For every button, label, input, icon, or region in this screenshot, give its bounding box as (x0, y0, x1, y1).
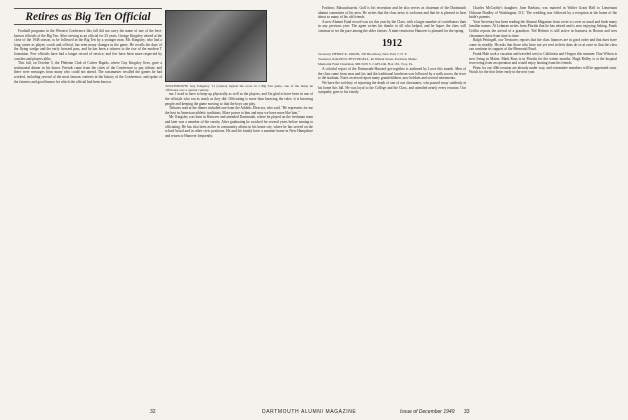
body-paragraph: We have the sad duty of reporting the death of one of our classmates, who passed away suddenly at his home this fall. He was loyal to the College and the Class, and attended nearly every reunion. Our sympathy goes to his family. (318, 80, 466, 95)
body-paragraph: Your Secretary has been reading the Alumni Magazine from cover to cover as usual and finds many familiar names. Al Lehman writes from Florida that he has retired and is now enjoying fishing. Frank Griffin reports the arrival of a grandson. Ted Holmes is still active in business in Boston and sees classmates there from time to time. (469, 19, 617, 38)
body-paragraph: me. I used to have to keep up physically as well as the players, and I'm glad to have been in one of the officials who ran as much as they did. Officiating is more than knowing the rules; it is knowing people and keeping the game moving so that the boys can play. (165, 92, 313, 106)
page-number-right: 33 (464, 409, 470, 415)
body-paragraph: Ralph Pettingell, our Treasurer, reports that the class finances are in good order and that dues have come in steadily. He asks that those who have not yet sent in their dues do so at once so that the class can continue its support of the Memorial Fund. (469, 38, 617, 52)
body-paragraph: Foxboro, Massachusetts. Golf is his recreation and he also serves as chairman of the Dartmouth alumni committee of his area. He writes that the class news is welcome and that he is pleased to hear about so many of his old friends. (318, 6, 466, 20)
article-headline: Retires as Big Ten Official (14, 8, 162, 25)
body-paragraph: Frank Hale took a vacation and traveled west to California and Oregon this summer. Don Wilson is now living in Maine. Mark Ross is in Florida for the winter months. Hugh Ridley is at the hospital recovering from an operation and would enjoy hearing from his friends. (469, 51, 617, 66)
body-paragraph: A colorful report of the Dartmouth-Harvard get-together is authored by Lowe this month. Men of the class came from near and far, and the traditional luncheon was followed by a walk across the river to the stadium. Notes received report many grandchildren, new hobbies and several retirements. (318, 67, 466, 81)
body-paragraph: Mr. Kingsley was born in Hanover and attended Dartmouth, where he played on the freshman team and later was a member of the varsity. After graduating he coached for several years before turning to officiating. He has also been active in community affairs in his home city, where he has served on the school board and in other civic positions. He and his family have a summer home in New Hampshire and return to Hanover frequently. (165, 115, 313, 138)
class-officer: Secretary, HENRY K. URION, 230 Broadway, New York 7, N. Y. (318, 51, 408, 56)
magazine-name: DARTMOUTH ALUMNI MAGAZINE (262, 409, 357, 415)
body-paragraph: Football programs in the Western Conference this fall did not carry the name of one of the best-known officials of the Big Ten. After serving as an official for 25 years, George Kingsley retired at the close of the 1948 season, to be followed in the Big Ten by a younger man. Mr. Kingsley, who had a long career as player, coach and official, has seen many changes in the game. He recalls the days of the flying wedge and the early forward pass, and he has been a witness to the rise of the modern T formation. Few officials have had a longer record of service, and few have been more respected by coaches and players alike. (14, 29, 162, 61)
page-number-left: 32 (150, 409, 156, 415)
photo-caption: TOUCHDOWN! Guy Kingsley '11 (center) signals the score in a Big Ten game, one of the many he officiated over a quarter century. (165, 84, 313, 93)
class-year-heading: 1912 (382, 37, 402, 49)
page-footer (0, 406, 628, 418)
body-paragraph: A new Alumni Fund record was set this year by the Class, with a larger number of contributors than in any previous year. The agent writes his thanks to all who helped, and he hopes the class will continue to set the pace among the older classes. A mini-reunion in Hanover is planned for the spring. (318, 19, 466, 33)
body-paragraph: This fall, on October 5, the Plebeian Club of Culver Rapids, where Guy Kingsley lives, gave a testimonial dinner in his honor. Friends came from the cities of the Conference to pay tribute, and there were messages from many who could not attend. The toastmaster recalled the games he had worked, including several of the most famous contests in the history of the Conference, and spoke of the fairness and good humor for which the official had been known. (14, 61, 162, 84)
column-1 (14, 6, 162, 402)
column-2 (165, 6, 313, 402)
class-officer: Memorial Fund Chairman, MILTON S. CAYLOR, Box 181, Troy, Pa. (318, 61, 414, 66)
class-officer: Treasurer, RALPH D. PETTINGELL, 40 Walnut Street, Portland, Maine. (318, 56, 418, 61)
issue-date: Issue of December 1949 (400, 409, 455, 415)
column-3 (318, 6, 466, 402)
body-paragraph: Plans for our 40th reunion are already under way, and committee members will be appointed soon. Watch for the first letter early in the new year. (469, 65, 617, 75)
body-paragraph: Tributes read at the dinner included one from the Athletic Director, who said, "He represents for me the best in American athletic traditions. More power to him and may we have more like him." (165, 106, 313, 115)
column-4 (469, 6, 617, 402)
football-photo (165, 10, 267, 82)
body-paragraph: Charles McCarthy's daughter, June Barbara, was married in Walter Grant Hall to Lieutenant Osborne Bradley of Washington, D.C. The wedding was followed by a reception at the home of the bride's parents. (469, 6, 617, 20)
